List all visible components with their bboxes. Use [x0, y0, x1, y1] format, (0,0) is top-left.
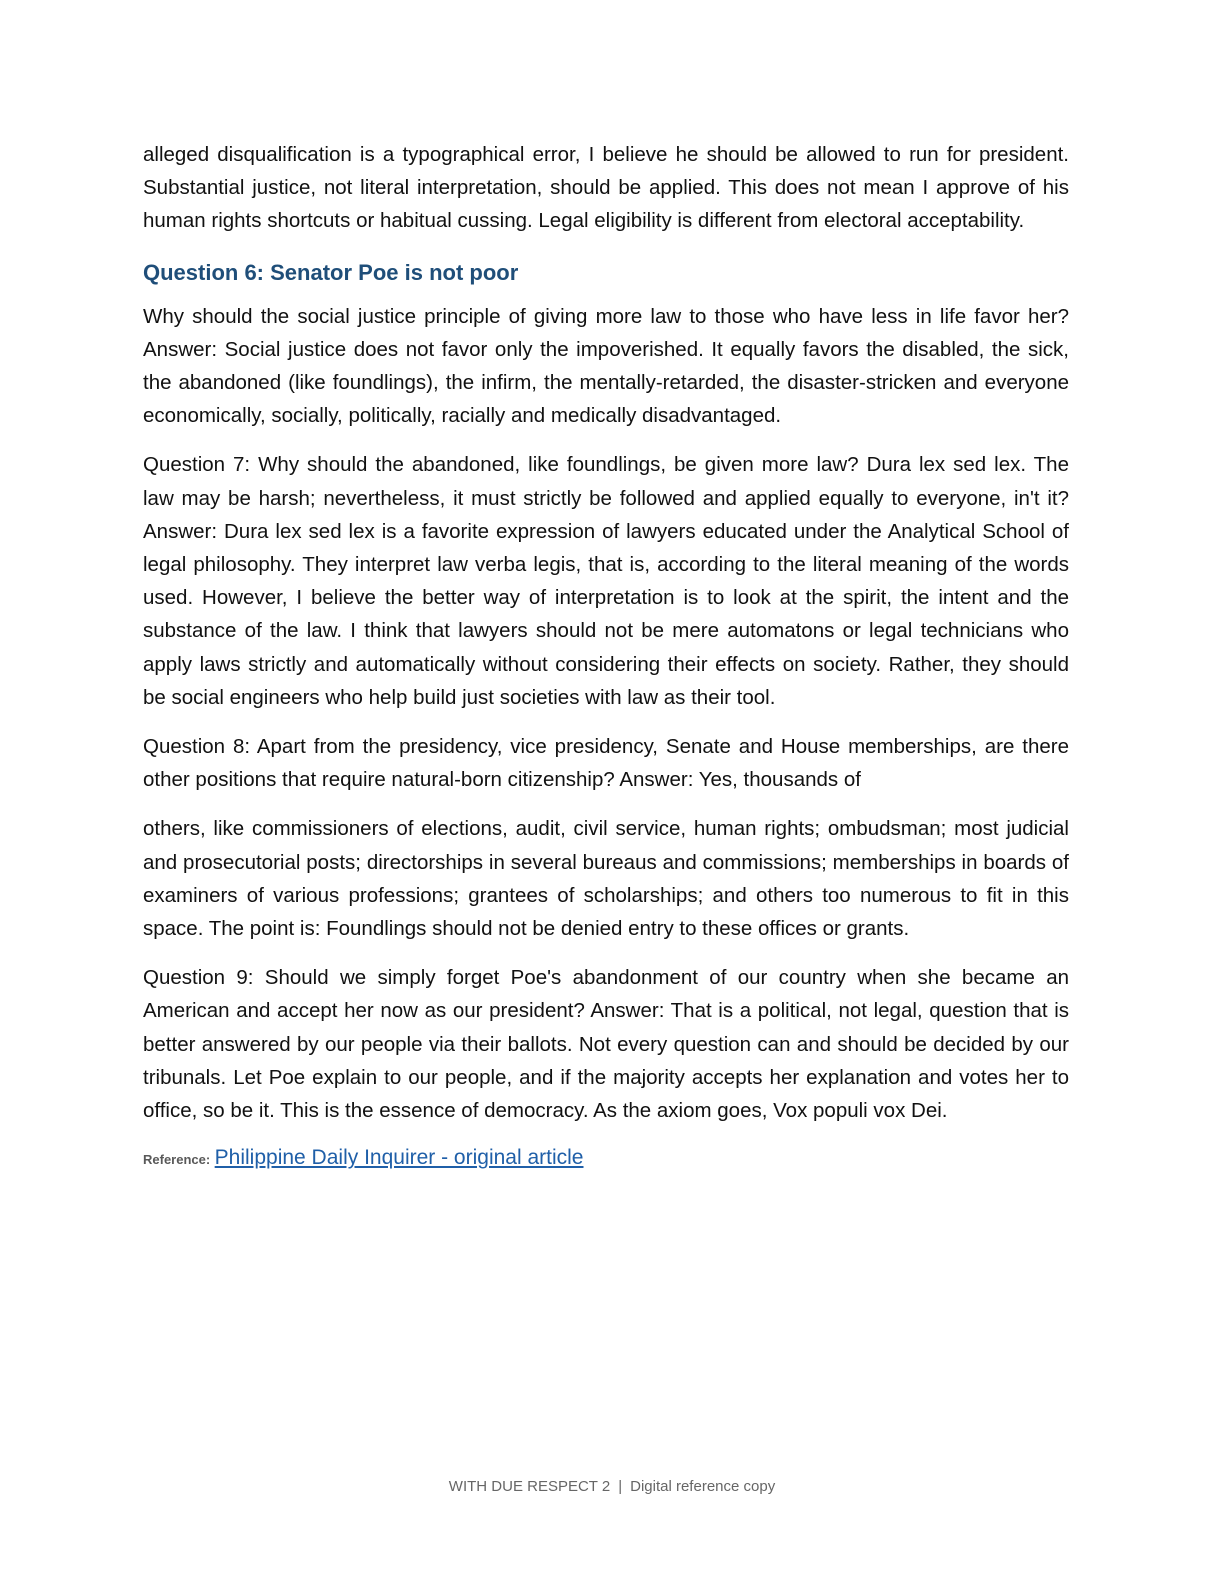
paragraph-question-7: Question 7: Why should the abandoned, like foundlings, be given more law? Dura lex sed lex. The law may be harsh; nevertheless, it must strictly be followed and applied equally to everyone, in't it? Answer: Dura lex sed lex is a favorite expression of lawyers educated under the Analytical School of legal philosophy. They interpret law verba legis, that is, according to the literal meaning of the words used. However, I believe the better way of interpretation is to look at the spirit, the intent and the substance of the law. I think that lawyers should not be mere automatons or legal technicians who apply laws strictly and automatically without considering their effects on society. Rather, they should be social engineers who help build just societies with law as their tool. — [143, 453, 1069, 709]
paragraph-question-6-answer: Why should the social justice principle of giving more law to those who have less in life favor her? Answer: Social justice does not favor only the impoverished. It equally favors the disabled, the sick, the abandoned (like foundlings), the infirm, the mentally-retarded, the disaster-stricken and everyone economically, socially, politically, racially and medically disadvantaged. — [143, 304, 1069, 428]
paragraph-question-8: Question 8: Apart from the presidency, vice presidency, Senate and House memberships, are there other positions that require natural-born citizenship? Answer: Yes, thousands of — [143, 735, 1069, 792]
document-page — [143, 138, 1069, 1175]
page-footer — [0, 1478, 1224, 1495]
footer-subtitle: Digital reference copy — [630, 1478, 776, 1495]
section-heading: Question 6: Senator Poe is not poor — [143, 259, 519, 285]
footer-title: WITH DUE RESPECT 2 — [448, 1478, 611, 1495]
paragraph-question-9: Question 9: Should we simply forget Poe's abandonment of our country when she became an American and accept her now as our president? Answer: That is a political, not legal, question that is better answered by our people via their ballots. Not every question can and should be decided by our tribunals. Let Poe explain to our people, and if the majority accepts her explanation and votes her to office, so be it. This is the essence of democracy. As the axiom goes, Vox populi vox Dei. — [143, 966, 1069, 1123]
footer-separator: | — [618, 1478, 623, 1495]
paragraph-question-8-continued: others, like commissioners of elections, audit, civil service, human rights; ombudsman; most judicial and prosecutorial posts; directorships in several bureaus and commissions; memberships in boards of examiners of various professions; grantees of scholarships; and others too numerous to fit in this space. The point is: Foundlings should not be denied entry to these offices or grants. — [143, 817, 1069, 941]
reference-label: Reference: — [143, 1152, 211, 1168]
reference-link[interactable]: Philippine Daily Inquirer - original article — [214, 1146, 584, 1170]
reference-line — [143, 1143, 1069, 1175]
paragraph-continuation: alleged disqualification is a typographical error, I believe he should be allowed to run for president. Substantial justice, not literal interpretation, should be applied. This does not mean I approve of his human rights shortcuts or habitual cussing. Legal eligibility is different from electoral acceptability. — [143, 143, 1069, 233]
